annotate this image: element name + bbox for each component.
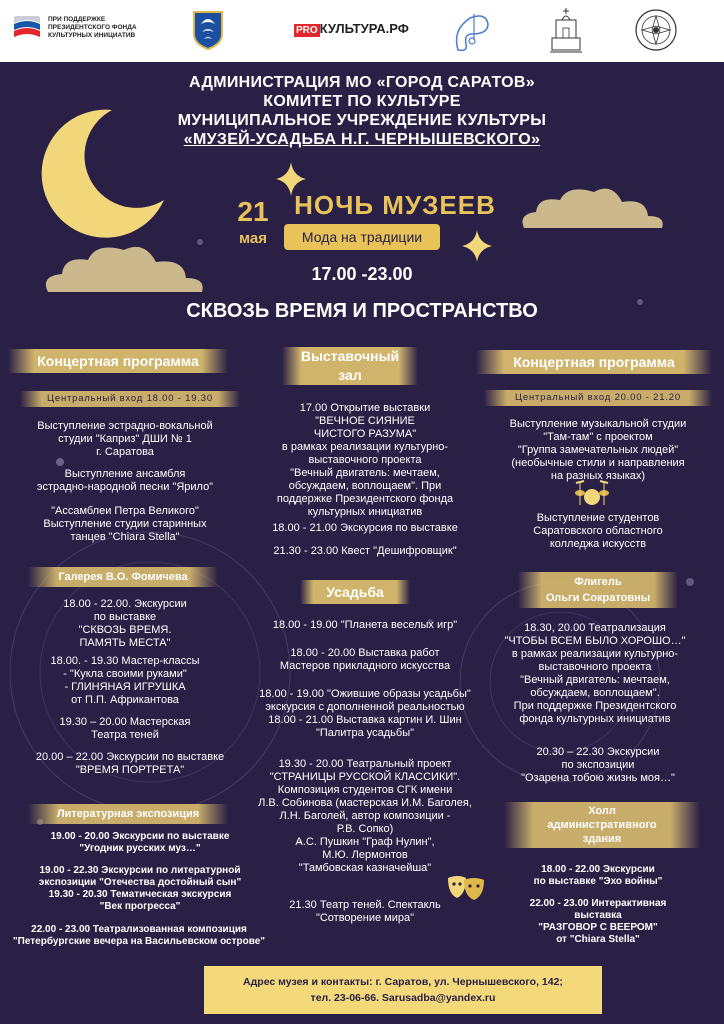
left-concert-item: "Ассамблеи Петра Великого" Выступление студии старинных танцев "Chiara Stella" — [43, 505, 207, 543]
theatre-masks-icon — [446, 874, 486, 902]
estate-title: Усадьба — [300, 580, 410, 604]
exhibition-title-line-2: зал — [338, 367, 362, 383]
literary-item: 22.00 - 23.00 Театрализованная композиция "Петербургские вечера на Васильевском острове" — [12, 924, 266, 947]
estate-item: 18.00 - 19.00 "Ожившие образы усадьбы" экскурсия с дополненной реальностью 18.00 - 21.00 Выставка картин И. Шин "Палитра усадьбы" — [259, 688, 471, 739]
gallery-item: 18.00. - 19.30 Мастер-классы - "Кукла своими руками" - ГЛИНЯНАЯ ИГРУШКА от П.П. Африкантова — [50, 655, 200, 706]
right-concert-item: Выступление музыкальной студии "Там-там" с проектом "Группа замечательных людей" (необычные стили и направления на разных языках) — [509, 418, 687, 482]
estate-item: 21.30 Театр теней. Спектакль "Сотворение мира" — [289, 899, 441, 924]
event-theme-badge: Мода на традиции — [284, 224, 440, 250]
hall-item: 18.00 - 22.00 Экскурсии по выставке "Эхо войны" — [533, 864, 663, 887]
museum-night-poster — [0, 62, 724, 1024]
kultura-name: КУЛЬТУРА.РФ — [319, 21, 409, 36]
crescent-moon-icon — [40, 104, 170, 244]
estate-item: 18.00 - 20.00 Выставка работ Мастеров прикладного искусства — [279, 647, 451, 672]
left-concert-title: Концертная программа — [8, 349, 228, 373]
literary-item: 19.00 - 22.30 Экскурсии по литературной экспозиции "Отечества достойный сын" 19.30 - 20.30 Тематическая экскурсия "Век прогресса" — [38, 865, 242, 912]
fligel-item: 18.30, 20.00 Театрализация "ЧТОБЫ ВСЕМ БЫЛО ХОРОШО…" в рамках реализации культурно- выставочного проекта "Вечный двигатель: мечтаем, обсуждаем, воплощаем". При поддержке Президентского фонда культурных инициатив — [504, 622, 686, 725]
hall-title: Холл административного здания — [504, 802, 700, 848]
event-date-month: мая — [239, 230, 267, 247]
round-ornament-logo-icon — [634, 8, 678, 52]
fligel-title-line-1: Флигель — [574, 576, 622, 588]
fund-logo-line-2: ПРЕЗИДЕНТСКОГО ФОНДА — [48, 24, 137, 31]
event-date-day: 21 — [237, 196, 269, 227]
pro-kultura-logo — [294, 21, 409, 39]
event-headline: СКВОЗЬ ВРЕМЯ И ПРОСТРАНСТВО — [186, 300, 538, 322]
star-icon — [462, 230, 492, 262]
logo-header — [0, 0, 724, 62]
literary-title: Литературная экспозиция — [28, 804, 228, 824]
saratov-coat-of-arms-icon — [192, 10, 224, 50]
right-concert-item: Выступление студентов Саратовского областного колледжа искусств — [533, 512, 663, 550]
estate-item: 18.00 - 19.00 "Планета веселых игр" — [272, 619, 458, 631]
address-box — [204, 966, 602, 1014]
left-concert-time: Центральный вход 18.00 - 19.30 — [20, 391, 240, 407]
hall-item: 22.00 - 23.00 Интерактивная выставка "РАЗГОВОР С ВЕЕРОМ" от "Chiara Stella" — [529, 898, 667, 945]
event-name: НОЧЬ МУЗЕЕВ — [294, 190, 496, 220]
right-concert-title: Концертная программа — [476, 350, 712, 374]
fund-logo-line-1: ПРИ ПОДДЕРЖКЕ — [48, 16, 106, 23]
fligel-item: 20.30 – 22.30 Экскурсии по экспозиции "Озарена тобою жизнь моя…" — [521, 746, 675, 784]
estate-item: 19.30 - 20.00 Театральный проект "СТРАНИЦЫ РУССКОЙ КЛАССИКИ". Композиция студентов СГК имени Л.В. Собинова (мастерская И.М. Баголея, Л.Н. Баголей, автор композиции - Р.В. Сопко) А.С. Пушкин "Граф Нулин", М.Ю. Лермонтов "Тамбовская казначейша" — [258, 758, 472, 874]
left-concert-item: Выступление ансамбля эстрадно-народной песни "Ярило" — [36, 468, 214, 493]
org-line-committee: КОМИТЕТ ПО КУЛЬТУРЕ — [263, 93, 461, 110]
literary-item: 19.00 - 20.00 Экскурсии по выставке "Угодник русских муз…" — [50, 831, 230, 854]
gallery-item: 18.00 - 22.00. Экскурсии по выставке "СКВОЗЬ ВРЕМЯ. ПАМЯТЬ МЕСТА" — [63, 598, 187, 649]
fligel-title-banner — [518, 572, 678, 608]
event-hours: 17.00 -23.00 — [311, 264, 413, 284]
right-cloud-icon — [518, 182, 668, 234]
gallery-item: 20.00 – 22.00 Экскурсии по выставке "ВРЕМЯ ПОРТРЕТА" — [35, 751, 225, 776]
gallery-item: 19.30 – 20.00 Мастерская Театра теней — [59, 716, 191, 741]
exhibition-title-line-1: Выставочный — [300, 348, 400, 364]
presidential-fund-logo — [10, 14, 160, 50]
fund-flag-icon — [10, 16, 44, 46]
kultura-pro-badge: PRO — [296, 25, 318, 36]
right-concert-time: Центральный вход 20.00 - 21.20 — [484, 390, 712, 406]
conservatory-logo-icon — [448, 10, 494, 54]
org-line-institution: МУНИЦИПАЛЬНОЕ УЧРЕЖДЕНИЕ КУЛЬТУРЫ — [177, 112, 547, 129]
fligel-title-line-2: Ольги Сократовны — [545, 592, 651, 604]
gallery-title: Галерея В.О. Фомичева — [28, 567, 218, 587]
org-line-administration: АДМИНИСТРАЦИЯ МО «ГОРОД САРАТОВ» — [189, 74, 535, 91]
museum-address: Адрес музея и контакты: г. Саратов, ул. Чернышевского, 142; — [243, 976, 563, 988]
college-building-logo-icon — [548, 6, 584, 56]
museum-contacts: тел. 23-06-66. Sarusadba@yandex.ru — [310, 992, 496, 1004]
left-concert-item: Выступление эстрадно-вокальной студии "Каприз" ДШИ № 1 г. Саратова — [37, 420, 213, 458]
exhibition-title-banner — [282, 347, 418, 385]
exhibition-item: 18.00 - 21.00 Экскурсия по выставке — [272, 522, 458, 534]
exhibition-item: 17.00 Открытие выставки "ВЕЧНОЕ СИЯНИЕ ЧИСТОГО РАЗУМА" в рамках реализации культурно- выставочного проекта "Вечный двигатель: мечтаем, обсуждаем, воплощаем". При поддержке Президентского фонда культурных инициатив — [276, 402, 454, 518]
drum-kit-icon — [574, 477, 610, 507]
fund-logo-line-3: КУЛЬТУРНЫХ ИНИЦИАТИВ — [48, 32, 136, 39]
exhibition-item: 21.30 - 23.00 Квест "Дешифровщик" — [273, 545, 457, 557]
org-line-museum-name: «МУЗЕЙ-УСАДЬБА Н.Г. ЧЕРНЫШЕВСКОГО» — [183, 131, 541, 148]
